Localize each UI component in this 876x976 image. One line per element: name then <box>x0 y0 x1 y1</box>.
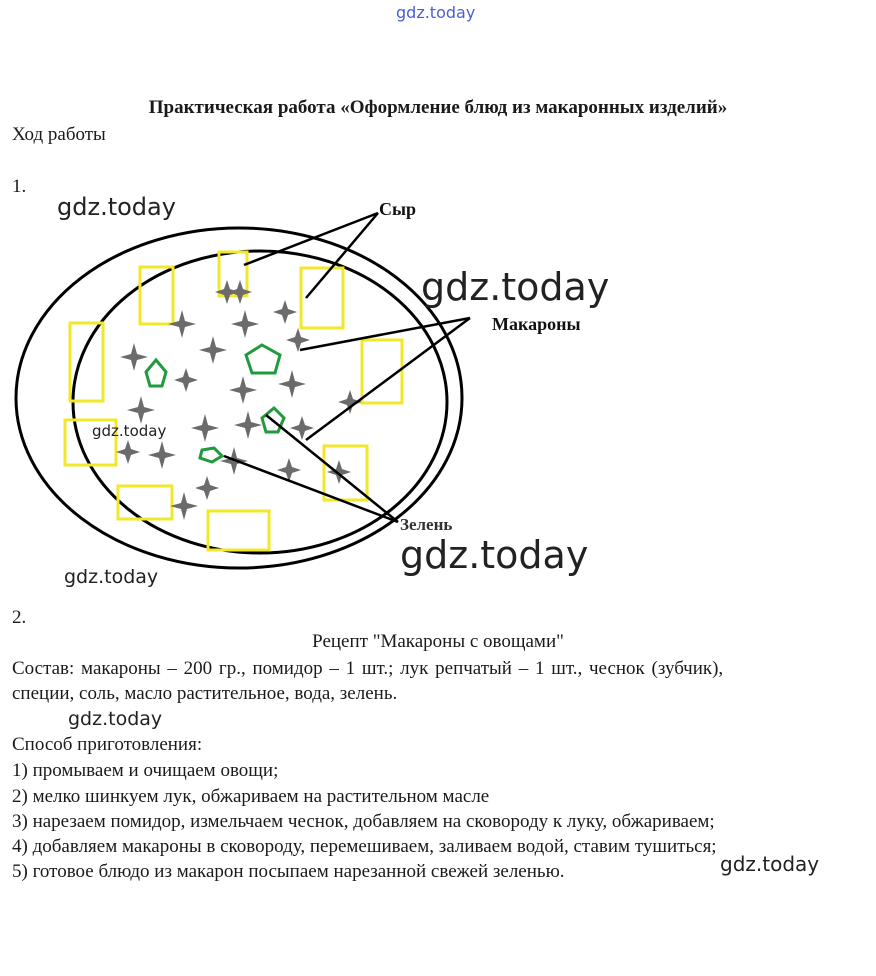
pasta-star <box>234 411 262 439</box>
pasta-star <box>229 376 257 404</box>
watermark-6: gdz.today <box>68 708 163 730</box>
greens-piece <box>146 360 166 386</box>
pasta-star <box>120 343 148 371</box>
pasta-star <box>199 336 227 364</box>
plate-outer-rim <box>16 228 462 568</box>
watermark-3: gdz.today <box>92 422 167 440</box>
label-cheese: Сыр <box>379 199 417 219</box>
recipe-title: Рецепт "Макароны с овощами" <box>312 631 564 652</box>
pasta-star <box>191 414 219 442</box>
watermark-4: gdz.today <box>400 533 589 577</box>
progress-label: Ход работы <box>12 124 106 145</box>
pasta-star <box>231 310 259 338</box>
pasta-star <box>127 396 155 424</box>
leader-lines <box>224 213 470 522</box>
watermark-5: gdz.today <box>64 566 159 588</box>
section-2-number: 2. <box>12 607 27 628</box>
recipe-composition-line-2: специи, соль, масло растительное, вода, зелень. <box>12 683 398 704</box>
section-1-number: 1. <box>12 176 27 197</box>
step-2: 2) мелко шинкуем лук, обжариваем на растительном масле <box>12 786 490 807</box>
step-3: 3) нарезаем помидор, измельчаем чеснок, добавляем на сковороду к луку, обжариваем; <box>12 811 715 832</box>
pasta-star <box>116 440 140 464</box>
watermark-7: gdz.today <box>720 852 820 876</box>
method-label: Способ приготовления: <box>12 734 203 755</box>
label-greens: Зелень <box>400 515 453 534</box>
pasta-star <box>278 370 306 398</box>
greens-piece <box>246 345 280 373</box>
page-title: Практическая работа «Оформление блюд из макаронных изделий» <box>148 97 728 118</box>
pasta-star <box>195 476 219 500</box>
watermark-1: gdz.today <box>57 193 176 221</box>
pasta-star <box>174 368 198 392</box>
greens-piece <box>200 448 222 462</box>
recipe-composition-line-1: Состав: макароны – 200 гр., помидор – 1 шт.; лук репчатый – 1 шт., чеснок (зубчик), <box>12 658 724 679</box>
step-5: 5) готовое блюдо из макарон посыпаем нарезанной свежей зеленью. <box>12 861 565 882</box>
watermark-top: gdz.today <box>396 3 476 22</box>
step-4: 4) добавляем макароны в сковороду, перемешиваем, заливаем водой, ставим тушиться; <box>12 836 717 857</box>
cheese-piece <box>118 486 172 519</box>
pasta-star <box>170 492 198 520</box>
greens-pieces <box>146 345 284 462</box>
pasta-star <box>148 441 176 469</box>
pasta-star <box>273 300 297 324</box>
step-1: 1) промываем и очищаем овощи; <box>12 760 279 781</box>
cheese-piece <box>208 511 269 550</box>
label-pasta: Макароны <box>492 314 581 334</box>
watermark-2: gdz.today <box>421 265 610 309</box>
